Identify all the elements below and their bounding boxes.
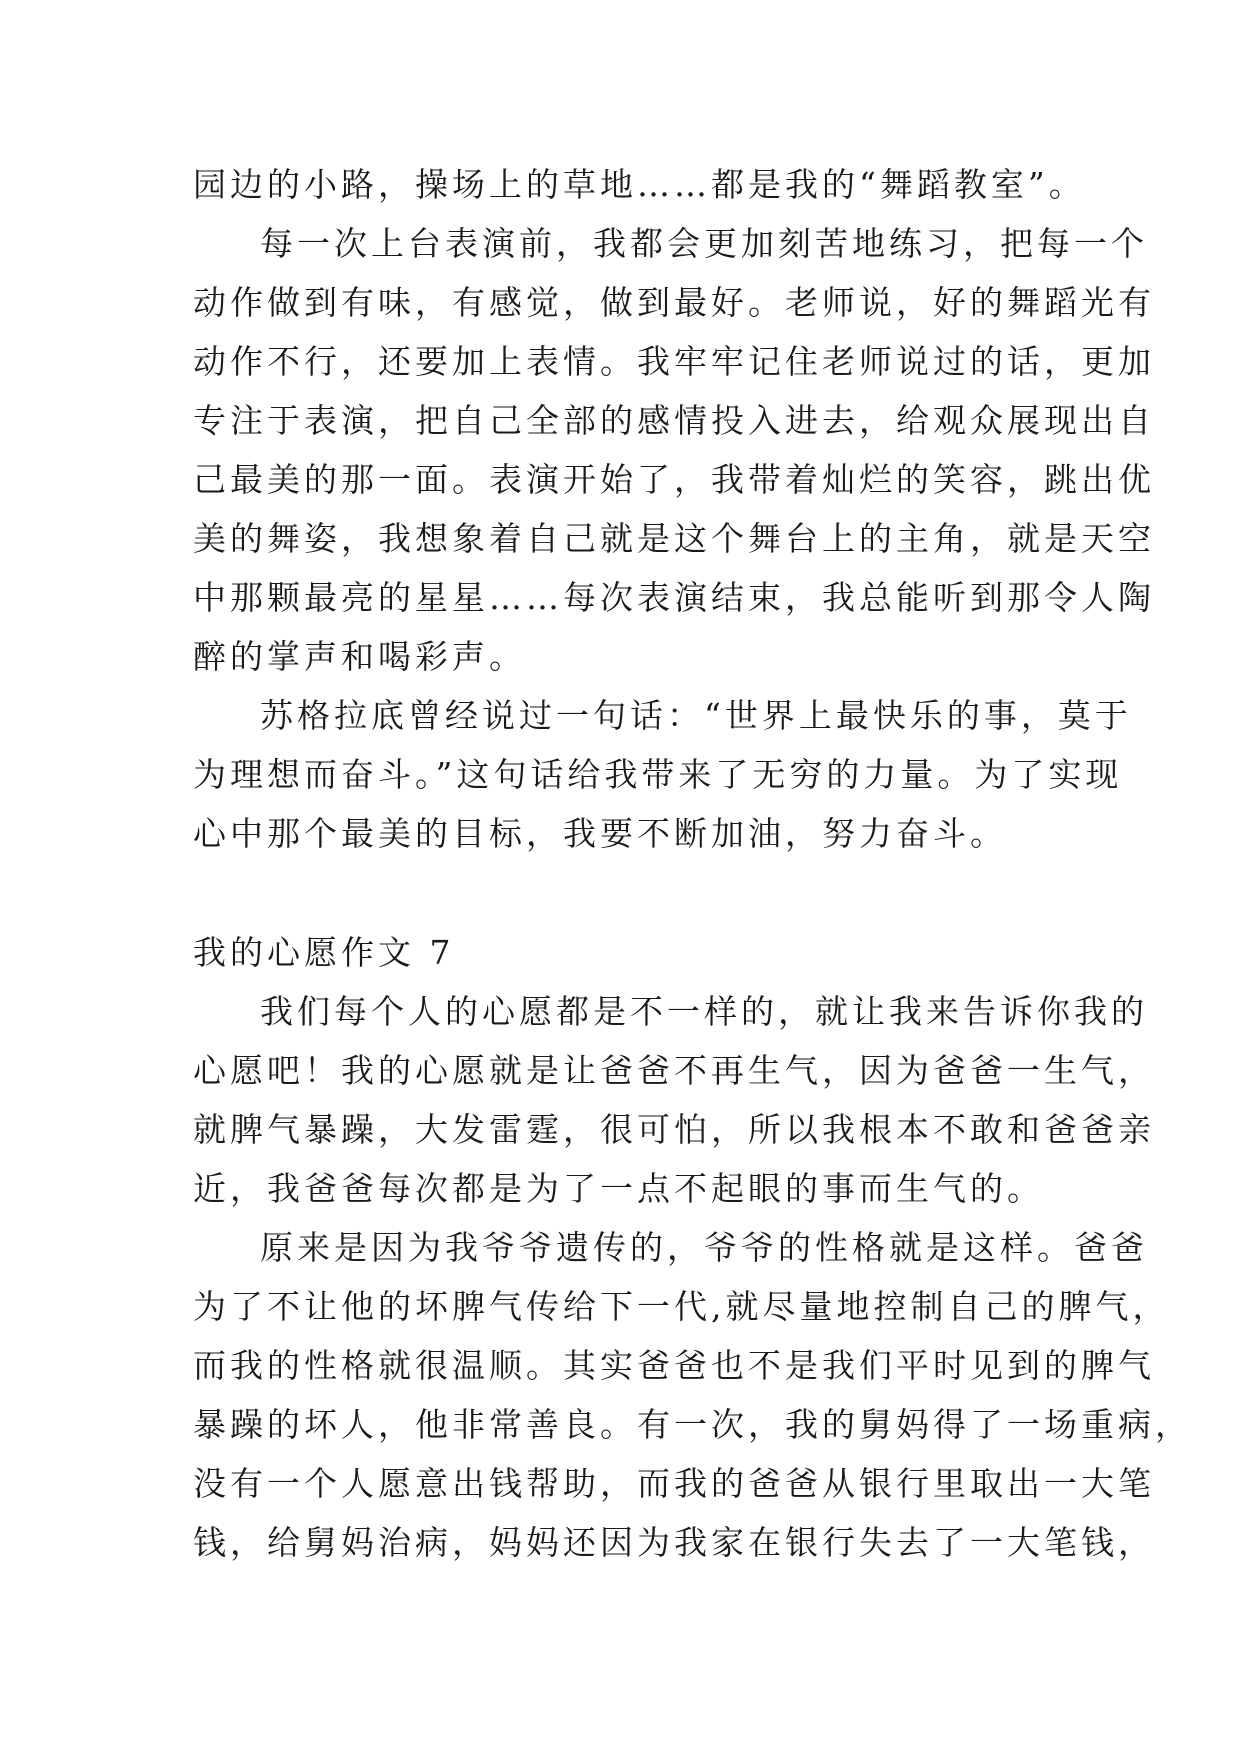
document-page bbox=[193, 155, 1192, 1572]
text-line: 中那颗最亮的星星……每次表演结束，我总能听到那令人陶 bbox=[193, 578, 1155, 617]
text-line: 专注于表演，把自己全部的感情投入进去，给观众展现出自 bbox=[193, 401, 1155, 440]
text-line: 动作做到有味，有感觉，做到最好。老师说，好的舞蹈光有 bbox=[193, 283, 1155, 322]
text-line: 为了不让他的坏脾气传给下一代,就尽量地控制自己的脾气， bbox=[193, 1287, 1170, 1326]
text-line: 心中那个最美的目标，我要不断加油，努力奋斗。 bbox=[193, 814, 1007, 853]
text-line: 没有一个人愿意出钱帮助，而我的爸爸从银行里取出一大笔 bbox=[193, 1464, 1155, 1503]
text-line: 苏格拉底曾经说过一句话：“世界上最快乐的事，莫于 bbox=[260, 696, 1132, 735]
text-line: 每一次上台表演前，我都会更加刻苦地练习，把每一个 bbox=[260, 224, 1148, 263]
text-line: 暴躁的坏人，他非常善良。有一次，我的舅妈得了一场重病， bbox=[193, 1405, 1192, 1444]
text-line: 心愿吧！我的心愿就是让爸爸不再生气，因为爸爸一生气， bbox=[193, 1051, 1155, 1090]
text-line: 美的舞姿，我想象着自己就是这个舞台上的主角，就是天空 bbox=[193, 519, 1155, 558]
text-line: 己最美的那一面。表演开始了，我带着灿烂的笑容，跳出优 bbox=[193, 460, 1155, 499]
text-line: 我们每个人的心愿都是不一样的，就让我来告诉你我的 bbox=[260, 992, 1148, 1031]
section-heading: 我的心愿作文 7 bbox=[193, 933, 455, 972]
text-line: 动作不行，还要加上表情。我牢牢记住老师说过的话，更加 bbox=[193, 342, 1155, 381]
text-line: 近，我爸爸每次都是为了一点不起眼的事而生气的。 bbox=[193, 1169, 1044, 1208]
text-line: 园边的小路，操场上的草地……都是我的“舞蹈教室”。 bbox=[193, 165, 1086, 204]
text-line: 钱，给舅妈治病，妈妈还因为我家在银行失去了一大笔钱， bbox=[193, 1523, 1155, 1562]
text-line: 为理想而奋斗。”这句话给我带来了无穷的力量。为了实现 bbox=[193, 755, 1123, 794]
text-line: 醉的掌声和喝彩声。 bbox=[193, 637, 526, 676]
text-line: 就脾气暴躁，大发雷霆，很可怕，所以我根本不敢和爸爸亲 bbox=[193, 1110, 1155, 1149]
text-line: 原来是因为我爷爷遗传的，爷爷的性格就是这样。爸爸 bbox=[260, 1228, 1148, 1267]
text-line: 而我的性格就很温顺。其实爸爸也不是我们平时见到的脾气 bbox=[193, 1346, 1155, 1385]
